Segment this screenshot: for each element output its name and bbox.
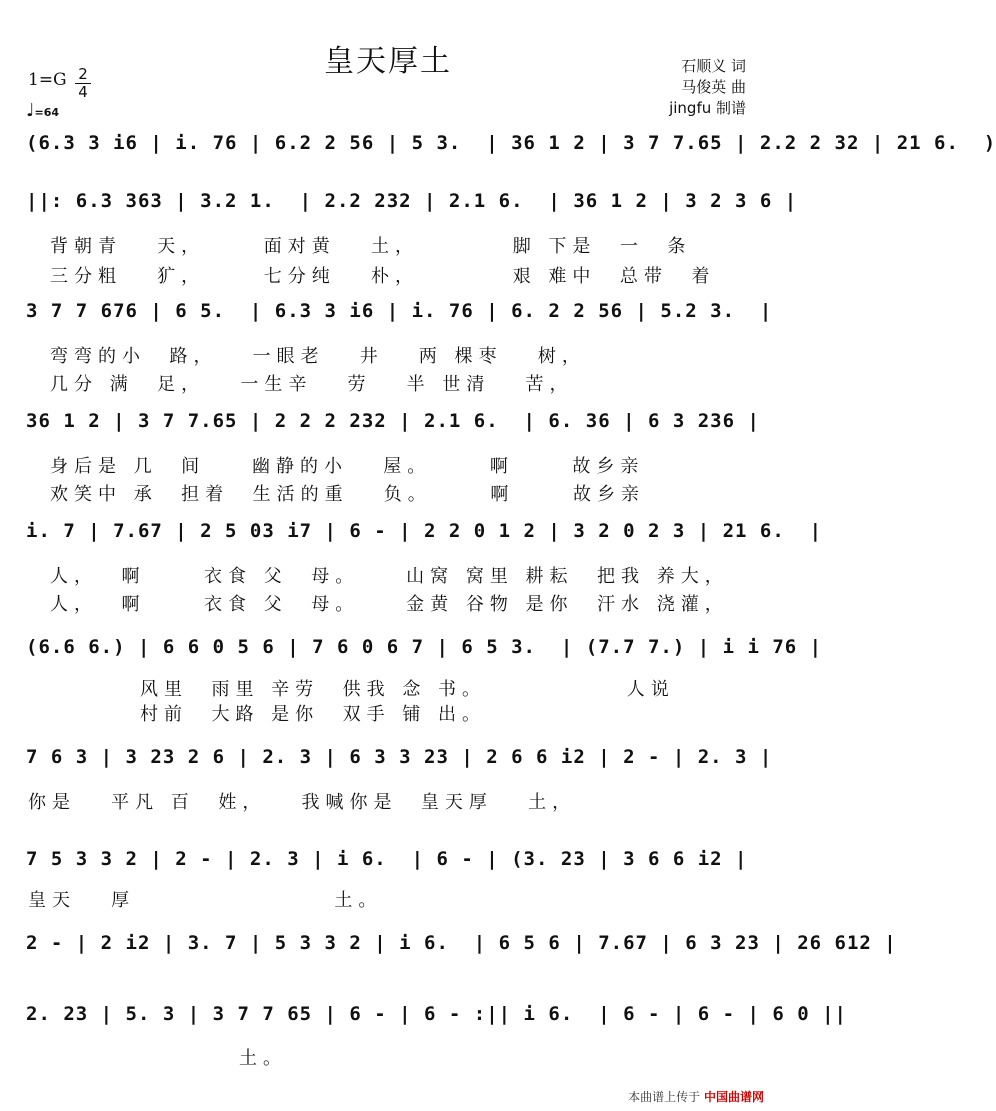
key-signature: 1=G <box>28 70 67 90</box>
score-system-7: 7 6 3 | 3 23 2 6 | 2. 3 | 6 3 3 23 | 2 6 6 i2 | 2 - | 2. 3 | <box>26 746 773 768</box>
page-title: 皇天厚土 <box>324 44 452 79</box>
quarter-note-icon: ♩ <box>26 100 35 121</box>
footer <box>628 1088 764 1105</box>
lyrics-line-4a: 人， 啊 衣食 父 母。 山窝 窝里 耕耘 把我 养大， <box>50 566 729 587</box>
site-brand[interactable]: 中国曲谱网 <box>703 1090 764 1104</box>
lyrics-line-1a: 背朝青 天， 面对黄 土， 脚 下是 一 条 <box>50 236 692 257</box>
score-system-4: 36 1 2 | 3 7 7.65 | 2 2 2 232 | 2.1 6. | 6. 36 | 6 3 236 | <box>26 410 760 432</box>
score-system-6: (6.6 6.) | 6 6 0 5 6 | 7 6 0 6 7 | 6 5 3. | (7.7 7.) | i i 76 | <box>26 636 823 658</box>
lyricist: 石顺义 词 <box>681 57 746 75</box>
lyrics-line-7a: 皇天 厚 土。 <box>28 890 383 911</box>
lyrics-line-5a: 风里 雨里 辛劳 供我 念 书。 人说 <box>140 679 675 700</box>
lyrics-line-3a: 身后是 几 间 幽静的小 屋。 啊 故乡亲 <box>50 456 645 477</box>
score-system-8: 7 5 3 3 2 | 2 - | 2. 3 | i 6. | 6 - | (3. 23 | 3 6 6 i2 | <box>26 848 748 870</box>
tempo-value: =64 <box>34 106 60 119</box>
score-system-5: i. 7 | 7.67 | 2 5 03 i7 | 6 - | 2 2 0 1 2 | 3 2 0 2 3 | 21 6. | <box>26 520 823 542</box>
lyrics-line-2a: 弯弯的小 路， 一眼老 井 两 棵枣 树， <box>50 346 586 367</box>
lyrics-line-6a: 你是 平凡 百 姓， 我喊你是 皇天厚 土， <box>28 792 577 813</box>
score-system-2: ||: 6.3 363 | 3.2 1. | 2.2 232 | 2.1 6. | 36 1 2 | 3 2 3 6 | <box>26 190 798 212</box>
score-system-9: 2 - | 2 i2 | 3. 7 | 5 3 3 2 | i 6. | 6 5 6 | 7.67 | 6 3 23 | 26 612 | <box>26 932 897 954</box>
meter-top: 2 <box>78 65 88 83</box>
engraver: jingfu 制谱 <box>669 99 746 117</box>
footer-text: 本曲谱上传于 <box>628 1090 701 1104</box>
lyrics-line-1b: 三分粗 犷， 七分纯 朴， 艰 难中 总带 着 <box>50 266 716 287</box>
composer: 马俊英 曲 <box>681 78 746 96</box>
meter-bottom: 4 <box>75 83 91 101</box>
lyrics-line-9a: 土。 <box>28 1048 287 1069</box>
lyrics-line-5b: 村前 大路 是你 双手 铺 出。 <box>140 704 487 725</box>
score-system-3: 3 7 7 676 | 6 5. | 6.3 3 i6 | i. 76 | 6. 2 2 56 | 5.2 3. | <box>26 300 773 322</box>
score-system-10: 2. 23 | 5. 3 | 3 7 7 65 | 6 - | 6 - :|| i 6. | 6 - | 6 - | 6 0 || <box>26 1003 847 1025</box>
lyrics-line-2b: 几分 满 足， 一生辛 劳 半 世清 苦， <box>50 374 574 395</box>
score-system-1: (6.3 3 i6 | i. 76 | 6.2 2 56 | 5 3. | 36 1 2 | 3 7 7.65 | 2.2 2 32 | 21 6. ) <box>26 132 996 154</box>
lyrics-line-4b: 人， 啊 衣食 父 母。 金黄 谷物 是你 汗水 浇灌， <box>50 594 729 615</box>
lyrics-line-3b: 欢笑中 承 担着 生活的重 负。 啊 故乡亲 <box>50 484 645 505</box>
